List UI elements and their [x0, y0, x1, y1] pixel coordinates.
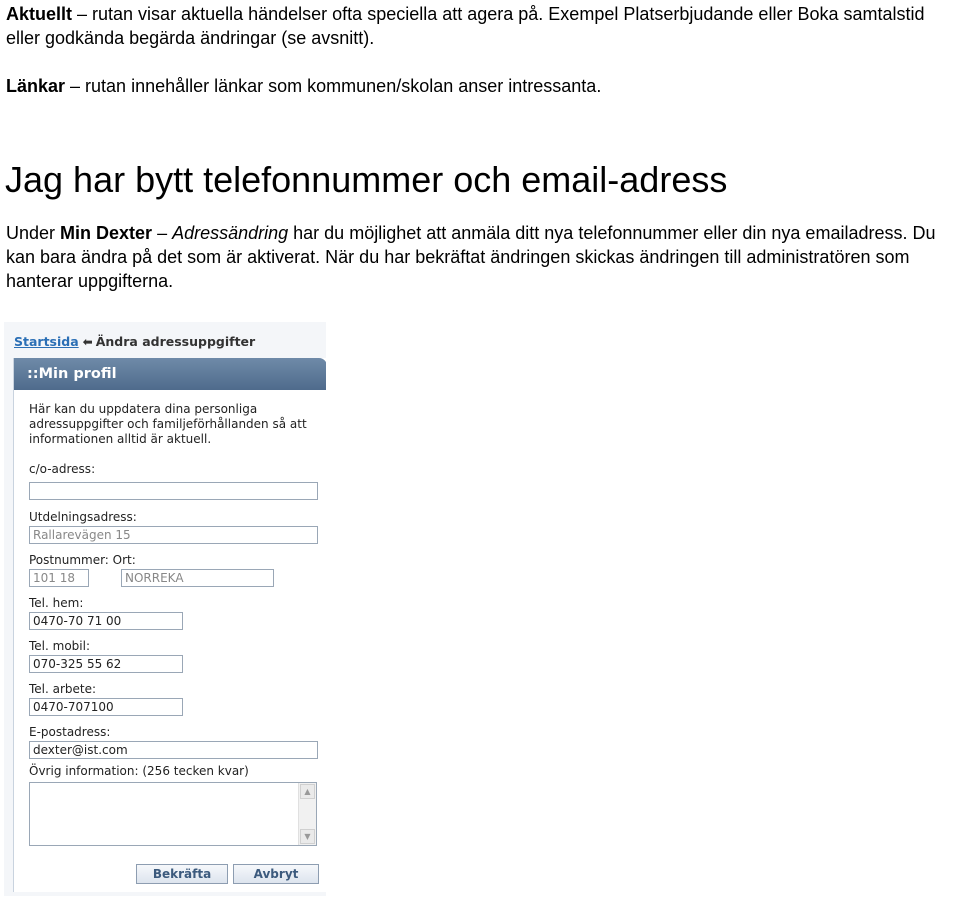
co-label: c/o-adress:: [29, 462, 96, 476]
profile-panel: [13, 358, 326, 892]
other-info-textarea[interactable]: [29, 782, 317, 846]
cancel-button[interactable]: Avbryt: [233, 864, 319, 884]
breadcrumb-link-startsida[interactable]: Startsida: [14, 334, 79, 349]
panel-intro: Här kan du uppdatera dina personliga adressuppgifter och familjeförhållanden så att informationen alltid är aktuell.: [29, 402, 307, 446]
paragraph-under: [6, 221, 956, 293]
zip-input: 101 18: [29, 569, 89, 587]
home-phone-label: Tel. hem:: [29, 596, 84, 610]
street-address-input: Rallarevägen 15: [29, 526, 318, 544]
work-phone-input[interactable]: 0470-707100: [29, 698, 183, 716]
email-input[interactable]: dexter@ist.com: [29, 741, 318, 759]
work-phone-label: Tel. arbete:: [29, 682, 97, 696]
under-page: Adressändring: [172, 223, 289, 243]
confirm-button[interactable]: Bekräfta: [136, 864, 228, 884]
co-address-input[interactable]: [29, 482, 318, 500]
home-phone-input[interactable]: 0470-70 71 00: [29, 612, 183, 630]
mobile-phone-label: Tel. mobil:: [29, 639, 90, 653]
paragraph-lankar: [6, 74, 956, 98]
breadcrumb-current: Ändra adressuppgifter: [95, 334, 256, 349]
street-label: Utdelningsadress:: [29, 510, 137, 524]
under-pre: Under: [6, 223, 61, 243]
text-aktuellt: – rutan visar aktuella händelser ofta speciella att agera på. Exempel Platserbjudande eller Boka samtalstid eller godkända begärda ändringar (se avsnitt).: [6, 4, 925, 48]
email-label: E-postadress:: [29, 725, 111, 739]
other-info-label: Övrig information: (256 tecken kvar): [29, 764, 249, 778]
under-dash: –: [152, 223, 173, 243]
under-menu: Min Dexter: [60, 223, 153, 243]
mobile-phone-input[interactable]: 070-325 55 62: [29, 655, 183, 673]
scroll-up-icon[interactable]: ▲: [300, 784, 315, 799]
city-input: NORREKA: [121, 569, 274, 587]
profile-screenshot: [4, 322, 326, 896]
postal-label: Postnummer: Ort:: [29, 553, 136, 567]
text-lankar: – rutan innehåller länkar som kommunen/skolan anser intressanta.: [65, 76, 602, 96]
under-rest: har du möjlighet att anmäla ditt nya telefonnummer eller din nya emailadress. Du kan bara ändra på det som är aktiverat. När du har bekräftat ändringen skickas ändringen till administratören som hanterar uppgifterna.: [6, 223, 936, 291]
term-lankar: Länkar: [6, 76, 66, 96]
panel-title: ::Min profil: [14, 358, 326, 390]
scroll-down-icon[interactable]: ▼: [300, 829, 315, 844]
arrow-left-icon: ⬅: [82, 334, 93, 349]
textarea-scrollbar[interactable]: [298, 783, 316, 845]
breadcrumb: [14, 334, 255, 349]
term-aktuellt: Aktuellt: [6, 4, 73, 24]
section-heading: Jag har bytt telefonnummer och email-adress: [5, 159, 728, 200]
paragraph-aktuellt: [6, 2, 956, 50]
